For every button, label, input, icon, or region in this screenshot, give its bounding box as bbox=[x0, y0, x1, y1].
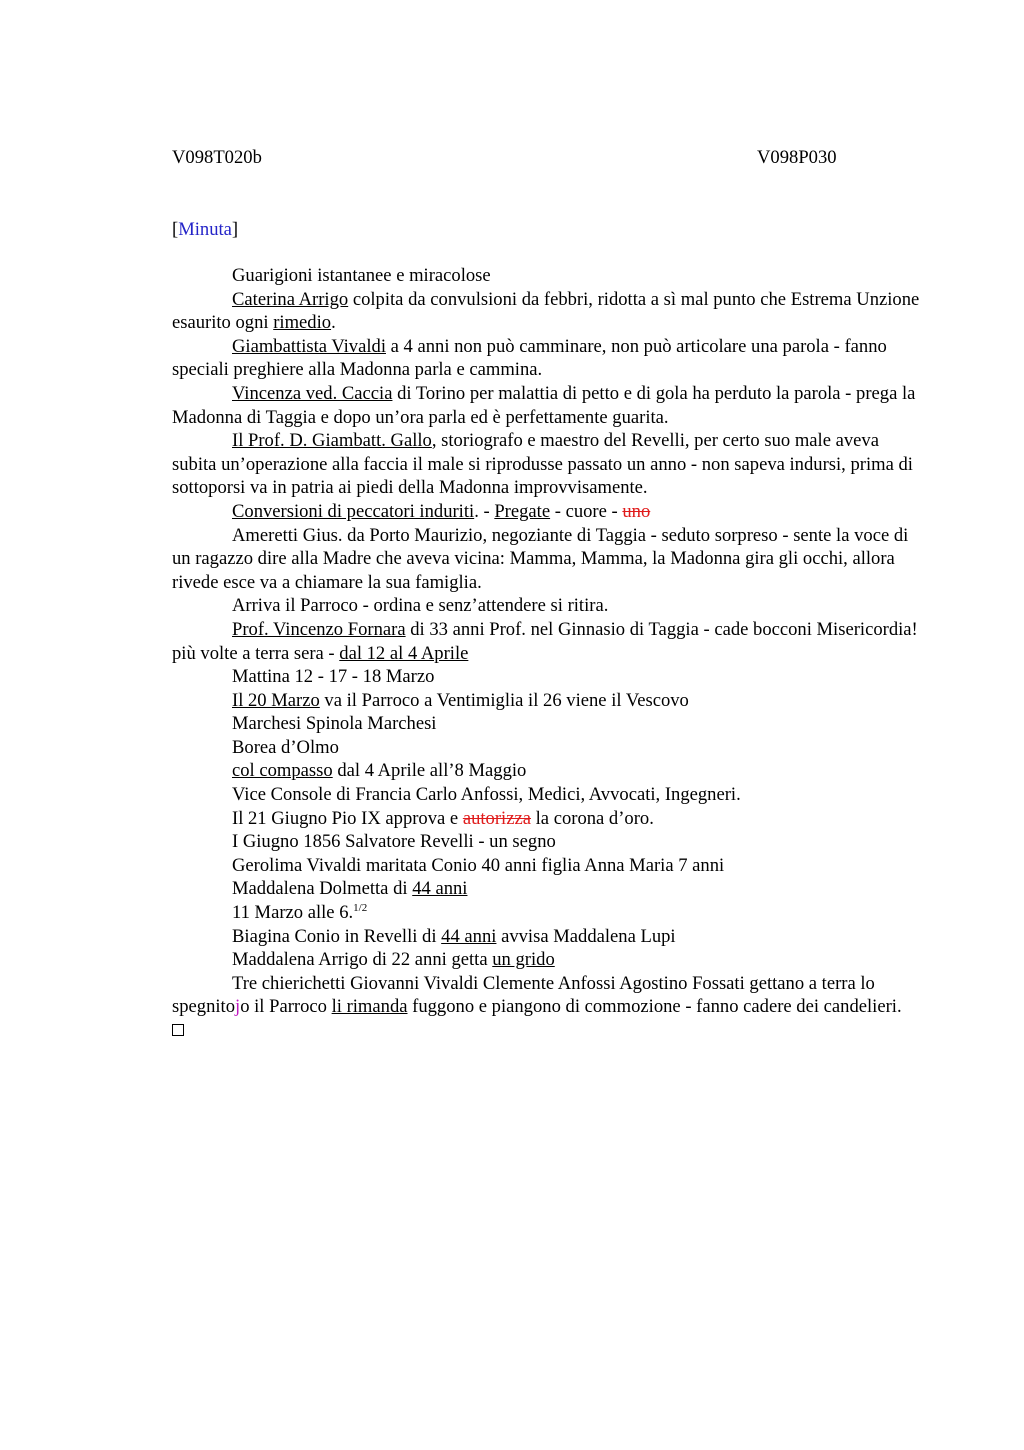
deleted-text: uno bbox=[622, 500, 651, 522]
underlined-text: Il 20 Marzo bbox=[232, 689, 320, 711]
end-of-document-box-icon bbox=[172, 1019, 928, 1043]
text: o il Parroco bbox=[240, 996, 332, 1018]
text: dal 4 Aprile all’8 Maggio bbox=[332, 760, 527, 782]
paragraph bbox=[172, 665, 928, 689]
paragraph bbox=[172, 901, 928, 925]
underlined-text: rimedio bbox=[273, 312, 332, 334]
paragraph bbox=[172, 736, 928, 760]
paragraph bbox=[172, 972, 928, 1019]
document-body bbox=[172, 264, 928, 1043]
document-code-right: V098P030 bbox=[757, 147, 837, 168]
minuta-label bbox=[172, 218, 928, 242]
paragraph bbox=[172, 500, 928, 524]
paragraph bbox=[172, 618, 928, 665]
text: Vice Console di Francia Carlo Anfossi, Medici, Avvocati, Ingegneri. bbox=[232, 784, 741, 806]
paragraph bbox=[172, 759, 928, 783]
text: di 33 anni Prof. nel Ginnasio di Taggia - cade bocconi Misericordia! più volte a terra sera - bbox=[172, 618, 918, 664]
paragraph bbox=[172, 689, 928, 713]
underlined-text: Conversioni di peccatori induriti bbox=[232, 500, 475, 522]
text: colpita da convulsioni da febbri, ridotta a sì mal punto che Estrema Unzione esaurito ogni bbox=[172, 288, 920, 334]
document-page bbox=[172, 146, 928, 1043]
text: Ameretti Gius. da Porto Maurizio, negoziante di Taggia - seduto sorpreso - sente la voce di un ragazzo dire alla Madre che aveva vicina: Mamma, Mamma, la Madonna gira gli occhi, allora rivede esce va a chiamare la sua famiglia. bbox=[172, 524, 909, 593]
text: Maddalena Arrigo di 22 anni getta bbox=[232, 949, 493, 971]
text: 11 Marzo alle 6. bbox=[232, 902, 354, 924]
text: Arriva il Parroco - ordina e senz’attendere si ritira. bbox=[232, 595, 609, 617]
superscript-fraction: 1/2 bbox=[353, 902, 368, 915]
underlined-text: dal 12 al 4 Aprile bbox=[339, 642, 469, 664]
paragraph bbox=[172, 948, 928, 972]
paragraph bbox=[172, 830, 928, 854]
minuta-open-bracket: [ bbox=[172, 219, 179, 240]
text: la corona d’oro. bbox=[530, 807, 654, 829]
paragraph bbox=[172, 783, 928, 807]
text: Mattina 12 - 17 - 18 Marzo bbox=[232, 666, 435, 688]
text: di Torino per malattia di petto e di gola ha perduto la parola - prega la Madonna di Taggia e dopo un’ora parla ed è perfettamente guarita. bbox=[172, 382, 916, 428]
underlined-text: un grido bbox=[492, 949, 555, 971]
text: . bbox=[331, 312, 336, 334]
paragraph bbox=[172, 524, 928, 595]
paragraph bbox=[172, 712, 928, 736]
text: va il Parroco a Ventimiglia il 26 viene il Vescovo bbox=[319, 689, 689, 711]
text: Borea d’Olmo bbox=[232, 736, 339, 758]
text: Marchesi Spinola Marchesi bbox=[232, 713, 437, 735]
paragraph bbox=[172, 382, 928, 429]
text: Biagina Conio in Revelli di bbox=[232, 925, 442, 947]
paragraph bbox=[172, 594, 928, 618]
text: . - bbox=[474, 500, 495, 522]
deleted-text: autorizza bbox=[462, 807, 531, 829]
underlined-text: Pregate bbox=[494, 500, 551, 522]
underlined-text: col compasso bbox=[232, 760, 333, 782]
text: fuggono e piangono di commozione - fanno cadere dei candelieri. bbox=[407, 996, 902, 1018]
inserted-text: j bbox=[235, 996, 241, 1018]
paragraph bbox=[172, 807, 928, 831]
paragraph bbox=[172, 925, 928, 949]
text: a 4 anni non può camminare, non può articolare una parola - fanno speciali preghiere alla Madonna parla e cammina. bbox=[172, 335, 887, 381]
page-header bbox=[172, 146, 928, 170]
text: , storiografo e maestro del Revelli, per certo suo male aveva subita un’operazione alla faccia il male si riprodusse passato un anno - non sapeva indursi, prima di sottoporsi va in patria ai piedi della Madonna improvvisamente. bbox=[172, 430, 913, 499]
text: I Giugno 1856 Salvatore Revelli - un segno bbox=[232, 831, 556, 853]
underlined-text: Caterina Arrigo bbox=[232, 288, 349, 310]
underlined-text: Giambattista Vivaldi bbox=[232, 335, 386, 357]
paragraph bbox=[172, 429, 928, 500]
text: Il 21 Giugno Pio IX approva e bbox=[232, 807, 463, 829]
text: Guarigioni istantanee e miracolose bbox=[232, 265, 491, 286]
paragraph-title bbox=[172, 264, 928, 288]
underlined-text: Vincenza ved. Caccia bbox=[232, 382, 393, 404]
underlined-text: li rimanda bbox=[331, 996, 408, 1018]
paragraph bbox=[172, 288, 928, 335]
underlined-text: Il Prof. D. Giambatt. Gallo bbox=[232, 430, 432, 452]
text: Tre chierichetti Giovanni Vivaldi Clemente Anfossi Agostino Fossati gettano a terra lo spegnito bbox=[172, 972, 875, 1018]
minuta-word: Minuta bbox=[178, 219, 232, 240]
text: - cuore - bbox=[550, 500, 623, 522]
paragraph bbox=[172, 854, 928, 878]
text: Maddalena Dolmetta di bbox=[232, 878, 413, 900]
minuta-close-bracket: ] bbox=[231, 219, 239, 240]
document-code-left: V098T020b bbox=[172, 147, 262, 168]
underlined-text: 44 anni bbox=[441, 925, 497, 947]
underlined-text: 44 anni bbox=[412, 878, 468, 900]
paragraph bbox=[172, 335, 928, 382]
underlined-text: Prof. Vincenzo Fornara bbox=[232, 618, 406, 640]
text: Gerolima Vivaldi maritata Conio 40 anni figlia Anna Maria 7 anni bbox=[232, 854, 725, 876]
paragraph bbox=[172, 877, 928, 901]
text: avvisa Maddalena Lupi bbox=[496, 925, 676, 947]
